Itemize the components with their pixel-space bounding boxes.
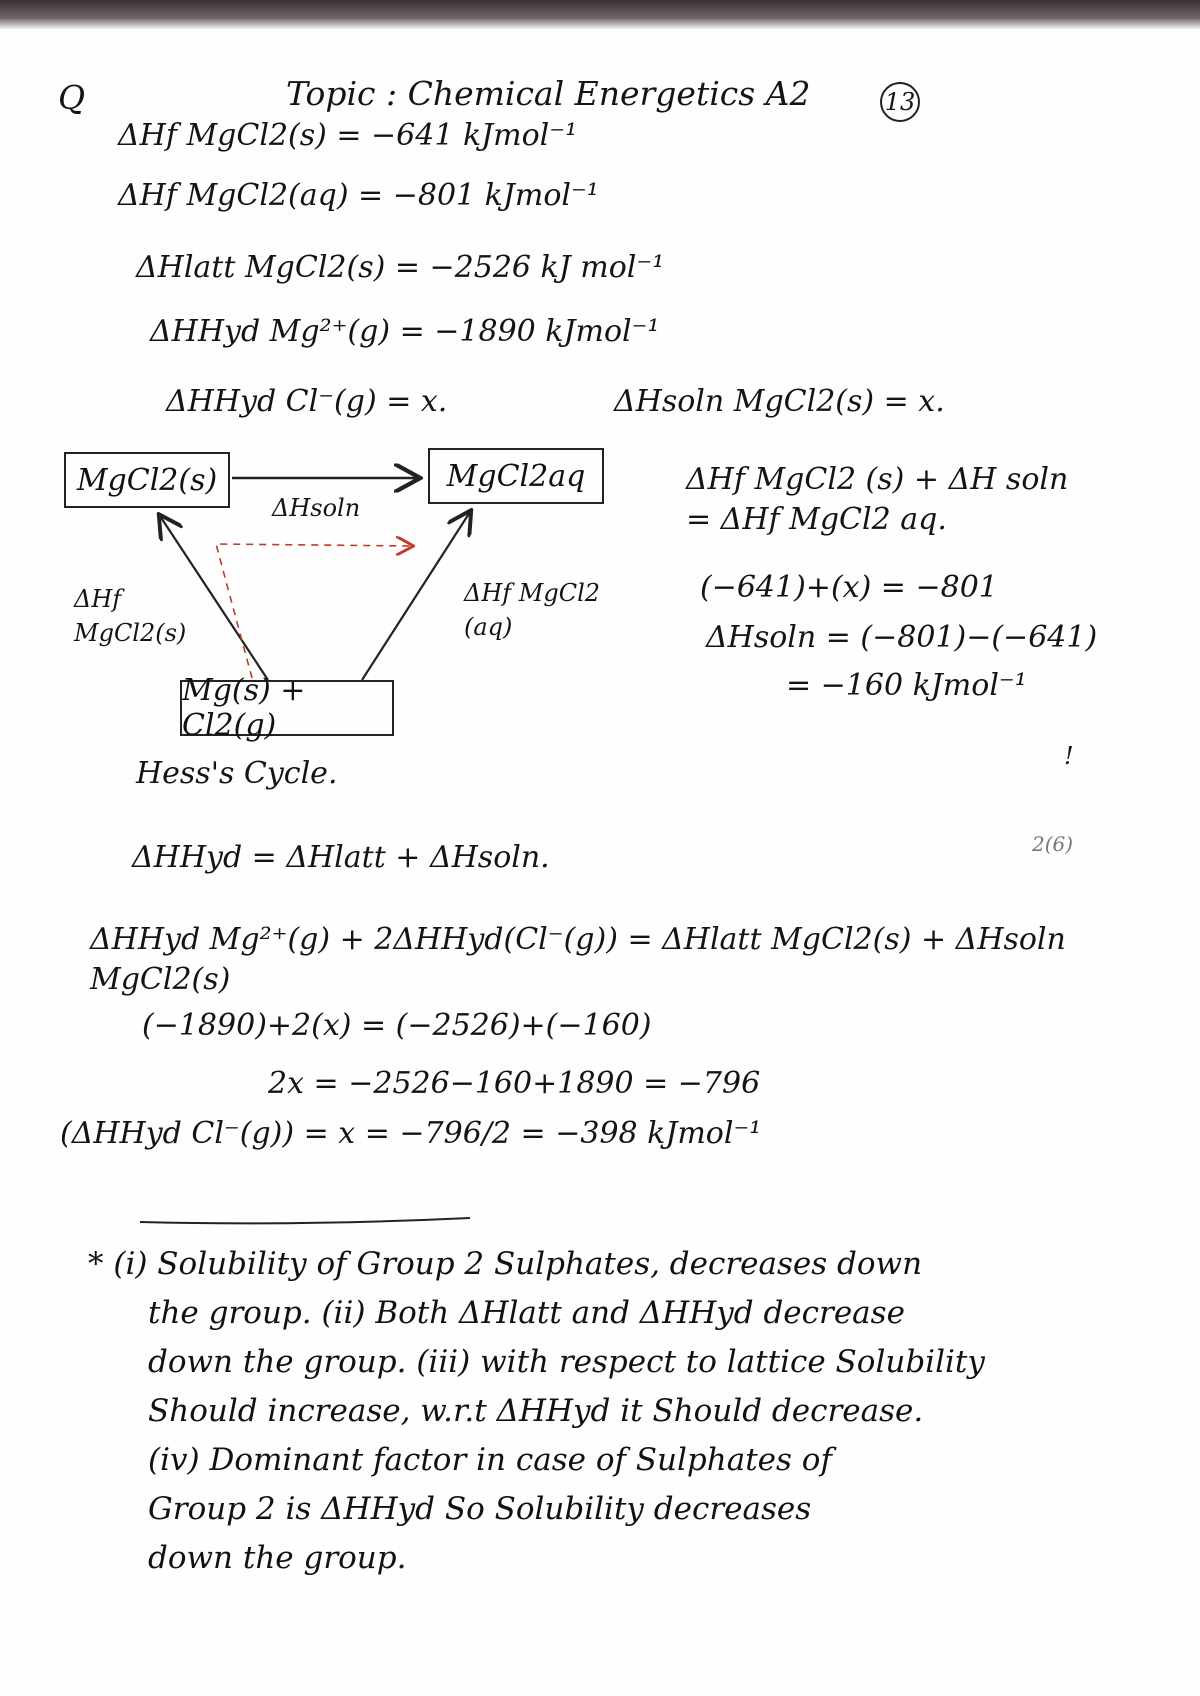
label-hf-solid: ΔHf MgCl2(s) [74,585,187,647]
note-line: down the group. [148,1540,407,1576]
page-title: Topic : Chemical Energetics A2 [286,74,811,113]
given-line: ΔHHyd Cl⁻(g) = x. [166,384,448,419]
note-line: down the group. (iii) with respect to lattice Solubility [148,1344,985,1380]
question-marker: Q [58,78,86,117]
side-calc-line: ΔHf MgCl2 (s) + ΔH soln = ΔHf MgCl2 aq. [686,462,1069,537]
label-soln: ΔHsoln [272,494,361,522]
margin-mark: ! [1064,742,1074,770]
side-calc-line: ΔHsoln = (−801)−(−641) [706,620,1098,655]
note-line: the group. (ii) Both ΔHlatt and ΔHHyd decrease [148,1295,905,1331]
page-number-circle: 13 [880,82,920,122]
main-calc-line: ΔHHyd = ΔHlatt + ΔHsoln. [132,840,550,875]
given-line: ΔHHyd Mg²⁺(g) = −1890 kJmol⁻¹ [150,314,660,349]
main-calc-line: ΔHHyd Mg²⁺(g) + 2ΔHHyd(Cl⁻(g)) = ΔHlatt MgCl2(s) + ΔHsoln MgCl2(s) [90,922,1066,997]
note-line: Should increase, w.r.t ΔHHyd it Should decrease. [148,1393,924,1429]
side-calc-line: = −160 kJmol⁻¹ [786,668,1027,703]
side-calc-line: (−641)+(x) = −801 [700,570,998,605]
note-line: (iv) Dominant factor in case of Sulphates of [148,1442,832,1478]
given-line: ΔHlatt MgCl2(s) = −2526 kJ mol⁻¹ [136,250,665,285]
box-elements: Mg(s) + Cl2(g) [180,680,394,736]
given-line: ΔHf MgCl2(aq) = −801 kJmol⁻¹ [118,178,599,213]
margin-mark: 2(6) [1032,832,1074,856]
given-line: ΔHsoln MgCl2(s) = x. [614,384,945,419]
note-line: * (i) Solubility of Group 2 Sulphates, decreases down [88,1246,923,1282]
box-mgcl2-aq: MgCl2aq [428,448,604,504]
main-calc-line: 2x = −2526−160+1890 = −796 [268,1066,761,1101]
box-mgcl2-solid: MgCl2(s) [64,452,230,508]
label-hf-aq: ΔHf MgCl2 (aq) [464,579,601,641]
given-line: ΔHf MgCl2(s) = −641 kJmol⁻¹ [118,118,578,153]
main-calc-line: (−1890)+2(x) = (−2526)+(−160) [142,1008,652,1043]
note-line: Group 2 is ΔHHyd So Solubility decreases [148,1491,812,1527]
main-calc-line: (ΔHHyd Cl⁻(g)) = x = −796/2 = −398 kJmol⁻¹ [60,1116,762,1151]
cycle-caption: Hess's Cycle. [136,756,338,791]
